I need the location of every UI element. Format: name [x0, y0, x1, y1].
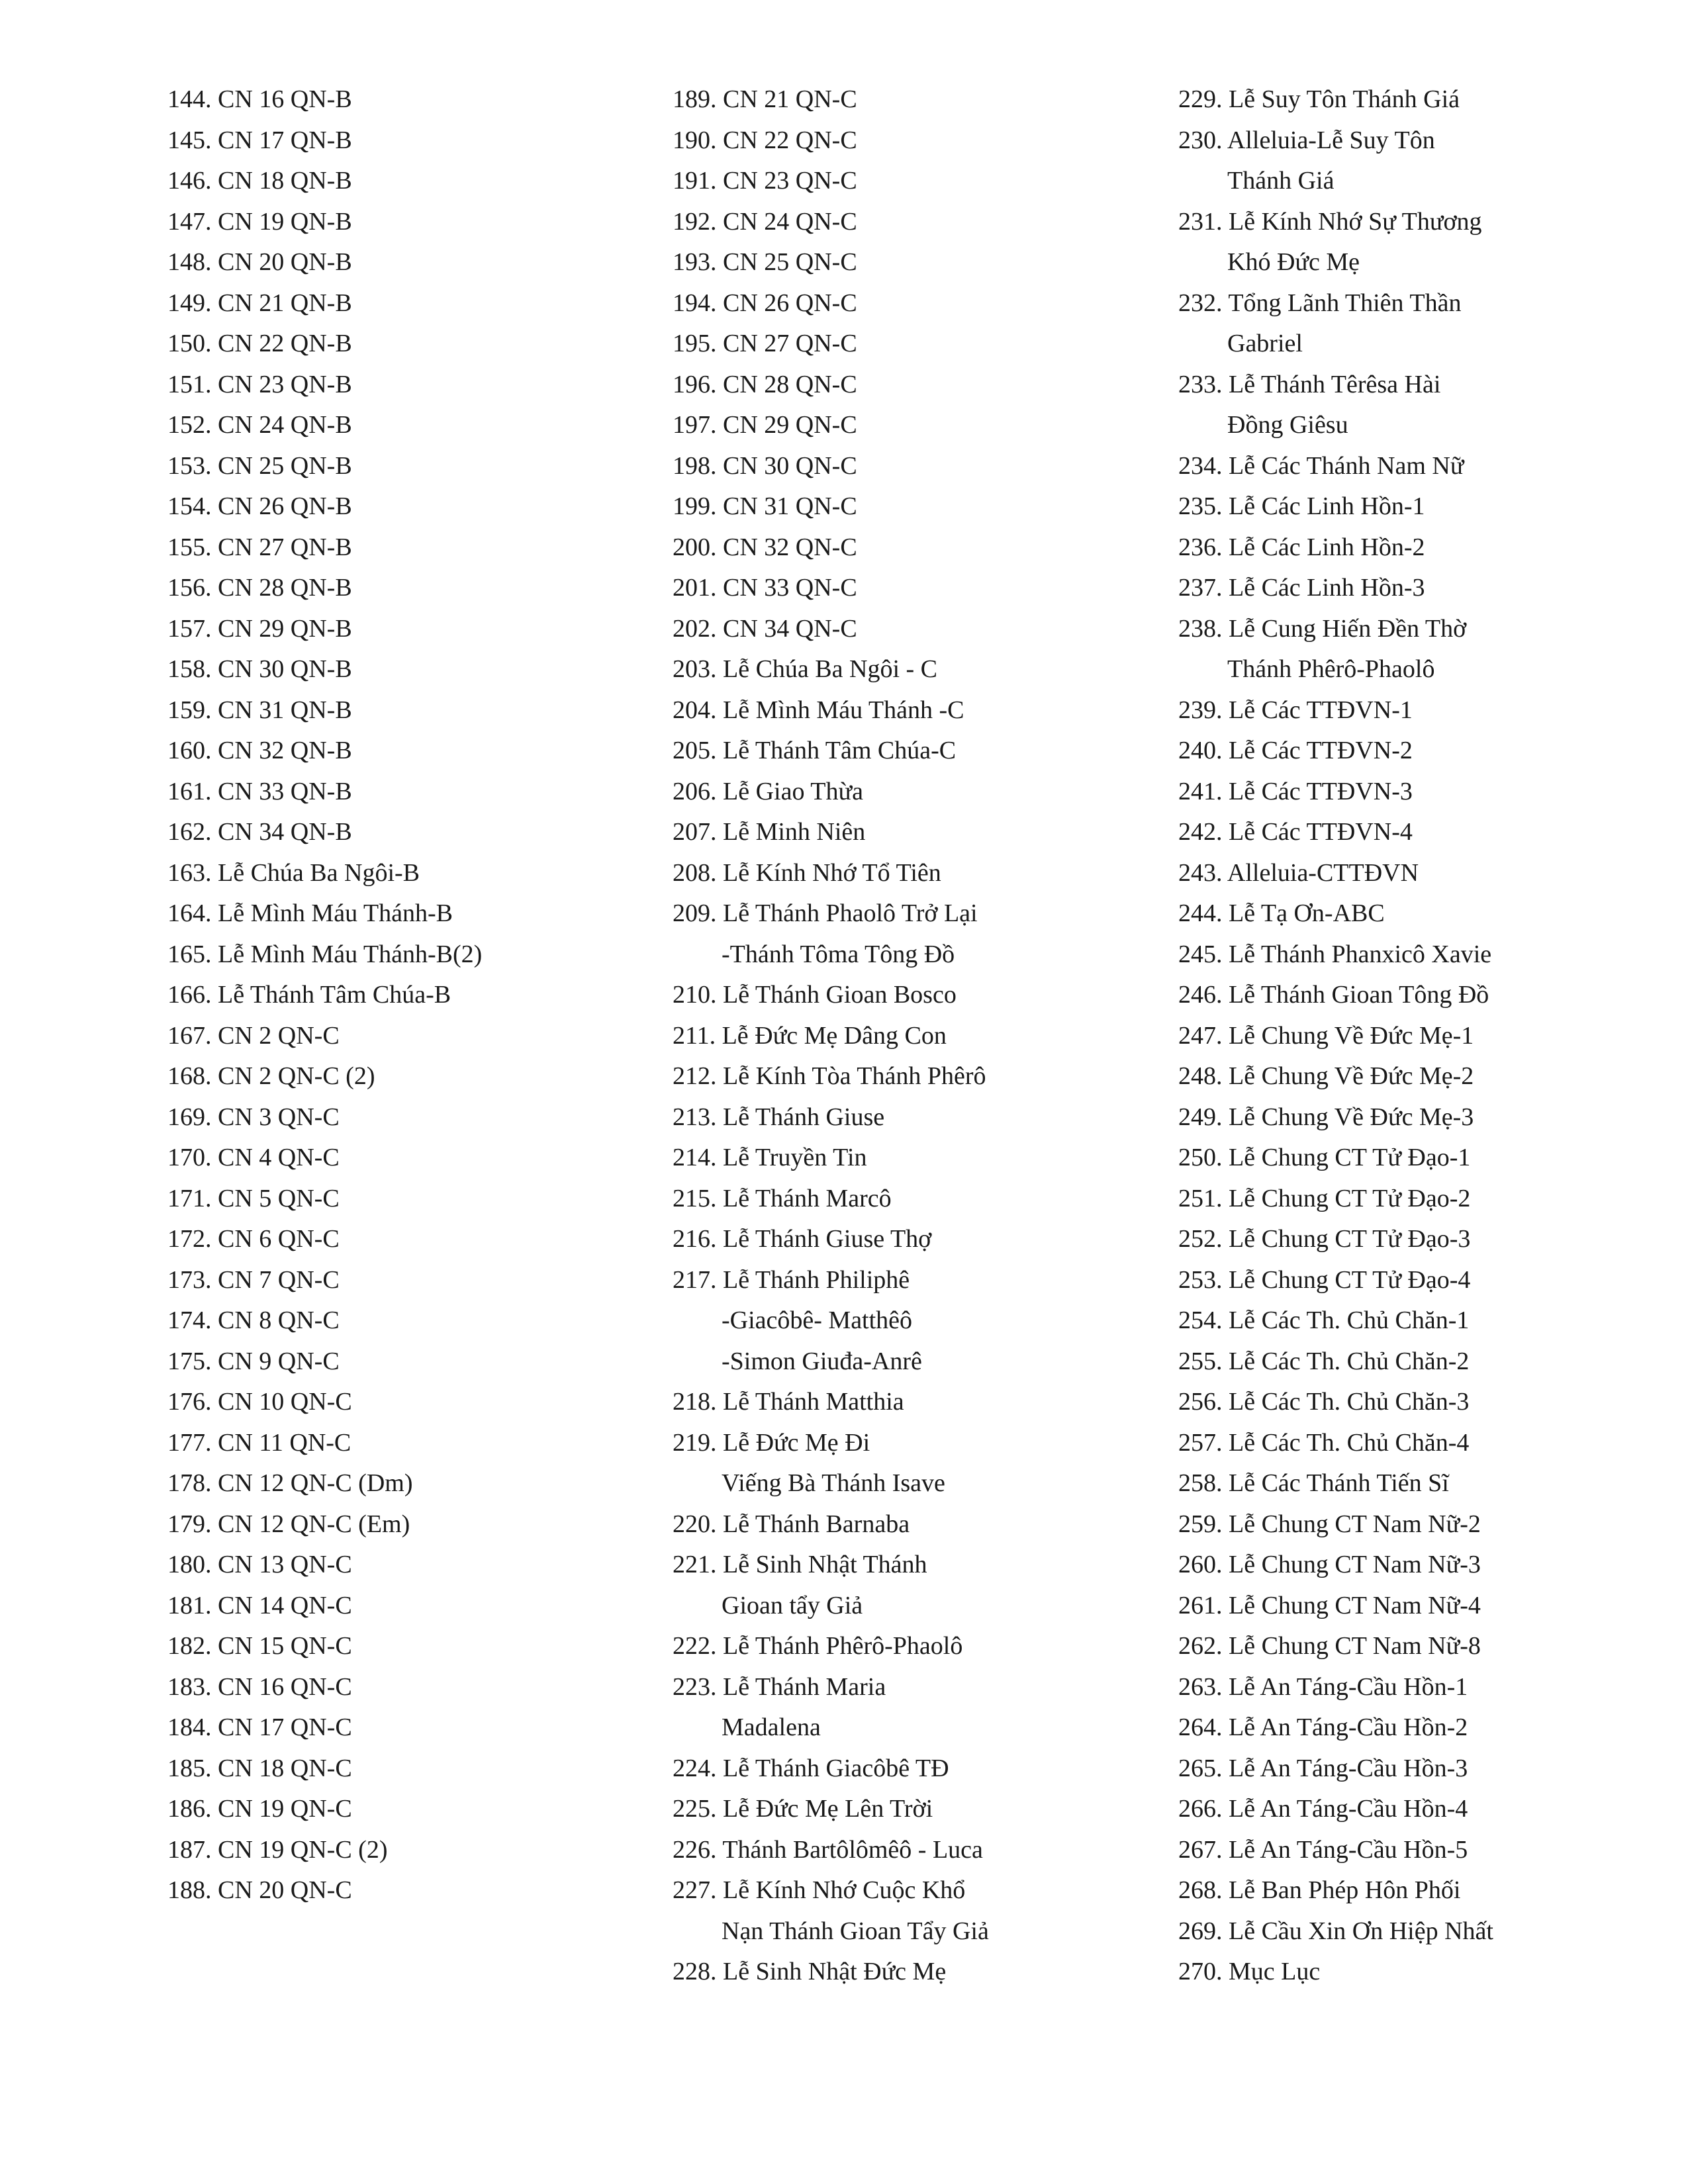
toc-entry [673, 853, 1162, 894]
toc-entry-title: 213. Lễ Thánh Giuse [673, 1103, 885, 1131]
toc-entry-continuation: Đồng Giêsu [1227, 411, 1348, 439]
toc-entry-title: 242. Lễ Các TTĐVN-4 [1178, 818, 1413, 846]
toc-entry [167, 1219, 631, 1260]
toc-entry [673, 161, 1162, 202]
toc-entry [1178, 1342, 1668, 1383]
toc-entry-title: 186. CN 19 QN-C [167, 1795, 352, 1823]
toc-entry [167, 242, 631, 283]
toc-entry [1178, 1789, 1668, 1830]
toc-entry-title: 184. CN 17 QN-C [167, 1713, 352, 1741]
toc-entry [673, 568, 1162, 609]
toc-entry [673, 446, 1162, 487]
toc-entry [167, 405, 631, 446]
toc-entry-title: 187. CN 19 QN-C (2) [167, 1835, 388, 1864]
toc-entry [673, 1260, 1162, 1383]
toc-entry-title: 148. CN 20 QN-B [167, 248, 352, 276]
toc-entry [1178, 1911, 1668, 1952]
toc-entry-title: 250. Lễ Chung CT Tử Đạo-1 [1178, 1144, 1471, 1171]
toc-entry-title: 229. Lễ Suy Tôn Thánh Giá [1178, 85, 1460, 113]
toc-entry-title: 221. Lễ Sinh Nhật Thánh [673, 1551, 927, 1578]
toc-entry [1178, 486, 1668, 527]
toc-entry-title: 252. Lễ Chung CT Tử Đạo-3 [1178, 1225, 1471, 1253]
toc-entry [167, 1342, 631, 1383]
toc-entry-title: 256. Lễ Các Th. Chủ Chăn-3 [1178, 1388, 1470, 1416]
toc-entry-continuation: Viếng Bà Thánh Isave [722, 1469, 945, 1497]
toc-entry-title: 201. CN 33 QN-C [673, 574, 857, 602]
toc-entry-title: 185. CN 18 QN-C [167, 1754, 352, 1782]
toc-entry-title: 160. CN 32 QN-B [167, 737, 352, 764]
toc-entry [1178, 1219, 1668, 1260]
toc-entry-title: 182. CN 15 QN-C [167, 1632, 352, 1660]
toc-entry-title: 228. Lễ Sinh Nhật Đức Mẹ [673, 1958, 947, 1985]
toc-entry-title: 253. Lễ Chung CT Tử Đạo-4 [1178, 1265, 1471, 1294]
toc-entry [167, 568, 631, 609]
toc-entry-title: 161. CN 33 QN-B [167, 777, 352, 805]
toc-entry [673, 1056, 1162, 1097]
toc-entry-title: 211. Lễ Đức Mẹ Dâng Con [673, 1021, 947, 1050]
toc-entry-title: 192. CN 24 QN-C [673, 207, 857, 236]
toc-entry-title: 193. CN 25 QN-C [673, 248, 857, 276]
toc-entry-continuation: Madalena [722, 1713, 821, 1741]
toc-entry-title: 206. Lễ Giao Thừa [673, 777, 863, 805]
toc-entry-title: 269. Lễ Cầu Xin Ơn Hiệp Nhất [1178, 1917, 1493, 1945]
toc-entry-title: 195. CN 27 QN-C [673, 330, 857, 357]
toc-entry [1178, 202, 1668, 283]
toc-entry [673, 690, 1162, 731]
toc-entry [1178, 1749, 1668, 1790]
toc-entry-title: 240. Lễ Các TTĐVN-2 [1178, 737, 1413, 764]
toc-entry-title: 260. Lễ Chung CT Nam Nữ-3 [1178, 1551, 1481, 1578]
toc-entry-title: 172. CN 6 QN-C [167, 1225, 340, 1253]
toc-entry [167, 772, 631, 813]
toc-entry [1178, 527, 1668, 569]
toc-column-2 [673, 79, 1162, 1993]
toc-entry-continuation: Nạn Thánh Gioan Tẩy Giả [722, 1917, 989, 1945]
toc-entry-title: 246. Lễ Thánh Gioan Tông Đồ [1178, 981, 1489, 1009]
toc-entry-title: 156. CN 28 QN-B [167, 574, 352, 602]
toc-entry-title: 170. CN 4 QN-C [167, 1144, 340, 1171]
toc-entry [167, 202, 631, 243]
toc-entry [167, 812, 631, 853]
toc-entry-title: 169. CN 3 QN-C [167, 1103, 340, 1131]
toc-entry [1178, 120, 1668, 202]
toc-entry [167, 486, 631, 527]
toc-entry [1178, 772, 1668, 813]
toc-entry [673, 405, 1162, 446]
toc-entry [167, 283, 631, 324]
toc-entry [673, 1504, 1162, 1545]
toc-entry-title: 263. Lễ An Táng-Cầu Hồn-1 [1178, 1672, 1468, 1701]
toc-entry [1178, 1138, 1668, 1179]
toc-entry-title: 243. Alleluia-CTTĐVN [1178, 858, 1419, 887]
toc-entry [167, 1016, 631, 1057]
toc-entry [167, 1789, 631, 1830]
toc-entry [1178, 1260, 1668, 1301]
toc-entry [673, 1382, 1162, 1423]
toc-entry-title: 153. CN 25 QN-B [167, 451, 352, 480]
toc-entry-title: 227. Lễ Kính Nhớ Cuộc Khổ [673, 1876, 966, 1904]
toc-entry-title: 152. CN 24 QN-B [167, 411, 352, 439]
toc-entry-title: 188. CN 20 QN-C [167, 1876, 352, 1904]
toc-entry-title: 166. Lễ Thánh Tâm Chúa-B [167, 981, 451, 1009]
toc-entry-title: 214. Lễ Truyền Tin [673, 1144, 867, 1171]
toc-entry-title: 194. CN 26 QN-C [673, 289, 857, 317]
toc-entry [167, 1423, 631, 1464]
toc-entry [673, 1789, 1162, 1830]
toc-entry [167, 1749, 631, 1790]
toc-entry-title: 154. CN 26 QN-B [167, 492, 352, 520]
toc-entry-title: 270. Mục Lục [1178, 1958, 1321, 1985]
toc-entry-continuation: Thánh Giá [1227, 167, 1335, 195]
toc-entry-title: 225. Lễ Đức Mẹ Lên Trời [673, 1795, 933, 1823]
toc-entry-title: 233. Lễ Thánh Têrêsa Hài [1178, 370, 1441, 398]
toc-entry-title: 150. CN 22 QN-B [167, 330, 352, 357]
toc-entry [1178, 283, 1668, 365]
toc-entry [673, 527, 1162, 569]
toc-entry [1178, 446, 1668, 487]
toc-entry [1178, 1300, 1668, 1342]
toc-entry-title: 224. Lễ Thánh Giacôbê TĐ [673, 1754, 949, 1782]
toc-entry-title: 208. Lễ Kính Nhớ Tổ Tiên [673, 858, 941, 887]
toc-entry-title: 157. CN 29 QN-B [167, 614, 352, 643]
toc-entry-continuation: -Simon Giuđa-Anrê [722, 1347, 922, 1375]
toc-entry [167, 1179, 631, 1220]
toc-entry-title: 202. CN 34 QN-C [673, 614, 857, 643]
toc-entry [167, 1138, 631, 1179]
toc-entry-title: 178. CN 12 QN-C (Dm) [167, 1469, 413, 1497]
toc-entry-title: 190. CN 22 QN-C [673, 126, 857, 154]
toc-entry [167, 1056, 631, 1097]
toc-entry [673, 283, 1162, 324]
toc-entry [167, 853, 631, 894]
toc-entry [167, 365, 631, 406]
toc-entry-title: 262. Lễ Chung CT Nam Nữ-8 [1178, 1632, 1481, 1660]
toc-column-3 [1178, 79, 1668, 1993]
toc-entry-title: 226. Thánh Bartôlômêô - Luca [673, 1835, 983, 1864]
toc-entry [673, 486, 1162, 527]
toc-entry [673, 1179, 1162, 1220]
toc-entry [673, 893, 1162, 975]
toc-entry [167, 731, 631, 772]
toc-entry [167, 1463, 631, 1504]
toc-entry-continuation: -Giacôbê- Matthêô [722, 1306, 913, 1334]
toc-entry [673, 120, 1162, 161]
toc-entry-title: 168. CN 2 QN-C (2) [167, 1062, 375, 1090]
toc-entry [673, 242, 1162, 283]
toc-entry [1178, 609, 1668, 690]
toc-entry [1178, 1504, 1668, 1545]
toc-entry [167, 934, 631, 976]
toc-entry [167, 1097, 631, 1138]
toc-entry-title: 175. CN 9 QN-C [167, 1347, 340, 1375]
toc-entry-title: 255. Lễ Các Th. Chủ Chăn-2 [1178, 1347, 1470, 1375]
toc-entry [673, 202, 1162, 243]
toc-entry-title: 205. Lễ Thánh Tâm Chúa-C [673, 737, 957, 764]
toc-entry-title: 183. CN 16 QN-C [167, 1672, 352, 1701]
toc-entry-title: 212. Lễ Kính Tòa Thánh Phêrô [673, 1062, 986, 1090]
toc-entry-title: 180. CN 13 QN-C [167, 1551, 352, 1578]
toc-entry-title: 203. Lễ Chúa Ba Ngôi - C [673, 655, 938, 683]
toc-entry-title: 222. Lễ Thánh Phêrô-Phaolô [673, 1632, 963, 1660]
toc-entry-title: 177. CN 11 QN-C [167, 1428, 352, 1457]
toc-entry [673, 1870, 1162, 1952]
toc-column-1 [167, 79, 631, 1911]
toc-entry [167, 1260, 631, 1301]
toc-entry [167, 1382, 631, 1423]
toc-entry-title: 216. Lễ Thánh Giuse Thợ [673, 1225, 932, 1253]
toc-entry [673, 1626, 1162, 1667]
toc-entry-title: 234. Lễ Các Thánh Nam Nữ [1178, 451, 1464, 480]
toc-entry-title: 251. Lễ Chung CT Tử Đạo-2 [1178, 1184, 1471, 1212]
toc-entry-title: 257. Lễ Các Th. Chủ Chăn-4 [1178, 1428, 1470, 1457]
toc-entry-title: 220. Lễ Thánh Barnaba [673, 1510, 910, 1538]
toc-entry [167, 446, 631, 487]
toc-entry-title: 241. Lễ Các TTĐVN-3 [1178, 777, 1413, 805]
toc-entry-title: 230. Alleluia-Lễ Suy Tôn [1178, 126, 1435, 154]
toc-entry [1178, 1952, 1668, 1993]
toc-entry-title: 155. CN 27 QN-B [167, 533, 352, 561]
toc-entry-title: 179. CN 12 QN-C (Em) [167, 1510, 410, 1538]
toc-entry-title: 158. CN 30 QN-B [167, 655, 352, 683]
toc-entry [167, 690, 631, 731]
toc-entry [673, 1667, 1162, 1749]
toc-entry-title: 167. CN 2 QN-C [167, 1021, 340, 1050]
toc-entry [1178, 1382, 1668, 1423]
toc-entry [673, 731, 1162, 772]
toc-entry [167, 527, 631, 569]
toc-entry-title: 259. Lễ Chung CT Nam Nữ-2 [1178, 1510, 1481, 1538]
toc-entry-title: 204. Lễ Mình Máu Thánh -C [673, 696, 964, 724]
toc-entry-title: 145. CN 17 QN-B [167, 126, 352, 154]
toc-entry [673, 1016, 1162, 1057]
toc-entry-title: 235. Lễ Các Linh Hồn-1 [1178, 492, 1425, 520]
toc-entry [1178, 893, 1668, 934]
toc-entry [673, 365, 1162, 406]
toc-entry [673, 1097, 1162, 1138]
toc-entry-title: 159. CN 31 QN-B [167, 696, 352, 724]
toc-entry-title: 173. CN 7 QN-C [167, 1265, 340, 1294]
toc-entry [167, 1667, 631, 1708]
toc-entry-title: 191. CN 23 QN-C [673, 167, 857, 195]
toc-entry [1178, 1707, 1668, 1749]
toc-entry-title: 163. Lễ Chúa Ba Ngôi-B [167, 858, 420, 887]
toc-entry-title: 165. Lễ Mình Máu Thánh-B(2) [167, 940, 483, 968]
toc-entry-title: 232. Tổng Lãnh Thiên Thần [1178, 289, 1462, 317]
toc-entry-title: 200. CN 32 QN-C [673, 533, 857, 561]
toc-entry-title: 244. Lễ Tạ Ơn-ABC [1178, 899, 1385, 927]
toc-entry [167, 1504, 631, 1545]
toc-entry [1178, 975, 1668, 1016]
toc-entry-title: 196. CN 28 QN-C [673, 370, 857, 398]
toc-entry-title: 144. CN 16 QN-B [167, 85, 352, 113]
toc-entry-title: 147. CN 19 QN-B [167, 207, 352, 236]
toc-entry [1178, 934, 1668, 976]
toc-entry-title: 149. CN 21 QN-B [167, 289, 352, 317]
toc-entry [1178, 1463, 1668, 1504]
toc-entry [167, 79, 631, 120]
toc-entry-title: 237. Lễ Các Linh Hồn-3 [1178, 574, 1425, 602]
toc-entry-title: 151. CN 23 QN-B [167, 370, 352, 398]
toc-entry [673, 79, 1162, 120]
toc-entry [673, 1749, 1162, 1790]
toc-entry [673, 324, 1162, 365]
toc-entry-title: 176. CN 10 QN-C [167, 1388, 352, 1416]
toc-entry [1178, 568, 1668, 609]
toc-entry [1178, 1586, 1668, 1627]
toc-entry [1178, 79, 1668, 120]
toc-entry [1178, 1870, 1668, 1911]
toc-entry-continuation: -Thánh Tôma Tông Đồ [722, 940, 955, 968]
toc-entry-title: 258. Lễ Các Thánh Tiến Sĩ [1178, 1469, 1449, 1497]
toc-entry-title: 231. Lễ Kính Nhớ Sự Thương [1178, 207, 1482, 236]
toc-entry [167, 1586, 631, 1627]
toc-entry [673, 1138, 1162, 1179]
toc-entry [1178, 1830, 1668, 1871]
toc-entry [1178, 1626, 1668, 1667]
toc-entry-title: 181. CN 14 QN-C [167, 1591, 352, 1619]
toc-entry-title: 207. Lễ Minh Niên [673, 818, 866, 846]
toc-entry [673, 772, 1162, 813]
toc-entry [167, 1870, 631, 1911]
toc-entry-title: 266. Lễ An Táng-Cầu Hồn-4 [1178, 1795, 1468, 1823]
toc-entry [673, 1219, 1162, 1260]
toc-entry [1178, 1056, 1668, 1097]
toc-entry [673, 812, 1162, 853]
toc-entry [167, 649, 631, 690]
toc-entry-continuation: Thánh Phêrô-Phaolô [1227, 655, 1435, 683]
toc-entry-title: 267. Lễ An Táng-Cầu Hồn-5 [1178, 1835, 1468, 1864]
toc-entry [1178, 731, 1668, 772]
toc-entry-title: 209. Lễ Thánh Phaolô Trở Lại [673, 899, 978, 927]
toc-entry [1178, 1667, 1668, 1708]
toc-entry-title: 218. Lễ Thánh Matthia [673, 1388, 904, 1416]
toc-entry-title: 239. Lễ Các TTĐVN-1 [1178, 696, 1413, 724]
toc-entry [1178, 365, 1668, 446]
toc-entry [1178, 1545, 1668, 1586]
toc-entry [673, 649, 1162, 690]
toc-entry [1178, 1423, 1668, 1464]
toc-entry-title: 174. CN 8 QN-C [167, 1306, 340, 1334]
toc-entry [167, 120, 631, 161]
toc-entry-title: 164. Lễ Mình Máu Thánh-B [167, 899, 453, 927]
toc-entry [673, 609, 1162, 650]
toc-entry-title: 199. CN 31 QN-C [673, 492, 857, 520]
toc-entry [167, 161, 631, 202]
toc-entry-title: 265. Lễ An Táng-Cầu Hồn-3 [1178, 1754, 1468, 1782]
toc-entry [1178, 853, 1668, 894]
toc-entry-title: 238. Lễ Cung Hiến Đền Thờ [1178, 614, 1467, 643]
toc-entry [167, 893, 631, 934]
toc-entry [673, 1423, 1162, 1504]
toc-entry-continuation: Gioan tẩy Giả [722, 1591, 863, 1619]
toc-entry-title: 217. Lễ Thánh Philiphê [673, 1265, 910, 1294]
toc-entry-title: 189. CN 21 QN-C [673, 85, 857, 113]
toc-entry-title: 223. Lễ Thánh Maria [673, 1672, 886, 1701]
toc-entry [673, 1545, 1162, 1626]
toc-entry-continuation: Khó Đức Mẹ [1227, 248, 1360, 276]
toc-entry-title: 146. CN 18 QN-B [167, 167, 352, 195]
toc-entry [167, 324, 631, 365]
toc-entry [1178, 812, 1668, 853]
toc-entry [167, 1626, 631, 1667]
toc-entry-title: 198. CN 30 QN-C [673, 451, 857, 480]
toc-entry [1178, 690, 1668, 731]
toc-entry [673, 1952, 1162, 1993]
toc-entry [1178, 1016, 1668, 1057]
toc-entry-title: 215. Lễ Thánh Marcô [673, 1184, 892, 1212]
toc-entry-title: 248. Lễ Chung Về Đức Mẹ-2 [1178, 1062, 1474, 1090]
toc-entry-title: 197. CN 29 QN-C [673, 411, 857, 439]
toc-entry-title: 247. Lễ Chung Về Đức Mẹ-1 [1178, 1021, 1474, 1050]
toc-entry-title: 162. CN 34 QN-B [167, 818, 352, 846]
toc-entry-title: 210. Lễ Thánh Gioan Bosco [673, 981, 957, 1009]
toc-entry [167, 975, 631, 1016]
toc-entry-title: 245. Lễ Thánh Phanxicô Xavie [1178, 940, 1492, 968]
toc-entry [167, 1830, 631, 1871]
toc-entry [167, 1300, 631, 1342]
toc-entry [167, 1545, 631, 1586]
toc-entry-title: 261. Lễ Chung CT Nam Nữ-4 [1178, 1591, 1481, 1619]
toc-entry [167, 1707, 631, 1749]
toc-entry [673, 975, 1162, 1016]
toc-entry-title: 171. CN 5 QN-C [167, 1184, 340, 1212]
toc-entry [1178, 1097, 1668, 1138]
toc-entry-title: 236. Lễ Các Linh Hồn-2 [1178, 533, 1425, 561]
toc-entry-title: 219. Lễ Đức Mẹ Đi [673, 1428, 870, 1457]
toc-entry [167, 609, 631, 650]
toc-entry-title: 268. Lễ Ban Phép Hôn Phối [1178, 1876, 1461, 1904]
toc-entry [673, 1830, 1162, 1871]
toc-entry-title: 254. Lễ Các Th. Chủ Chăn-1 [1178, 1306, 1470, 1334]
toc-entry-title: 249. Lễ Chung Về Đức Mẹ-3 [1178, 1103, 1474, 1131]
toc-entry-continuation: Gabriel [1227, 330, 1303, 357]
toc-entry [1178, 1179, 1668, 1220]
toc-entry-title: 264. Lễ An Táng-Cầu Hồn-2 [1178, 1713, 1468, 1741]
